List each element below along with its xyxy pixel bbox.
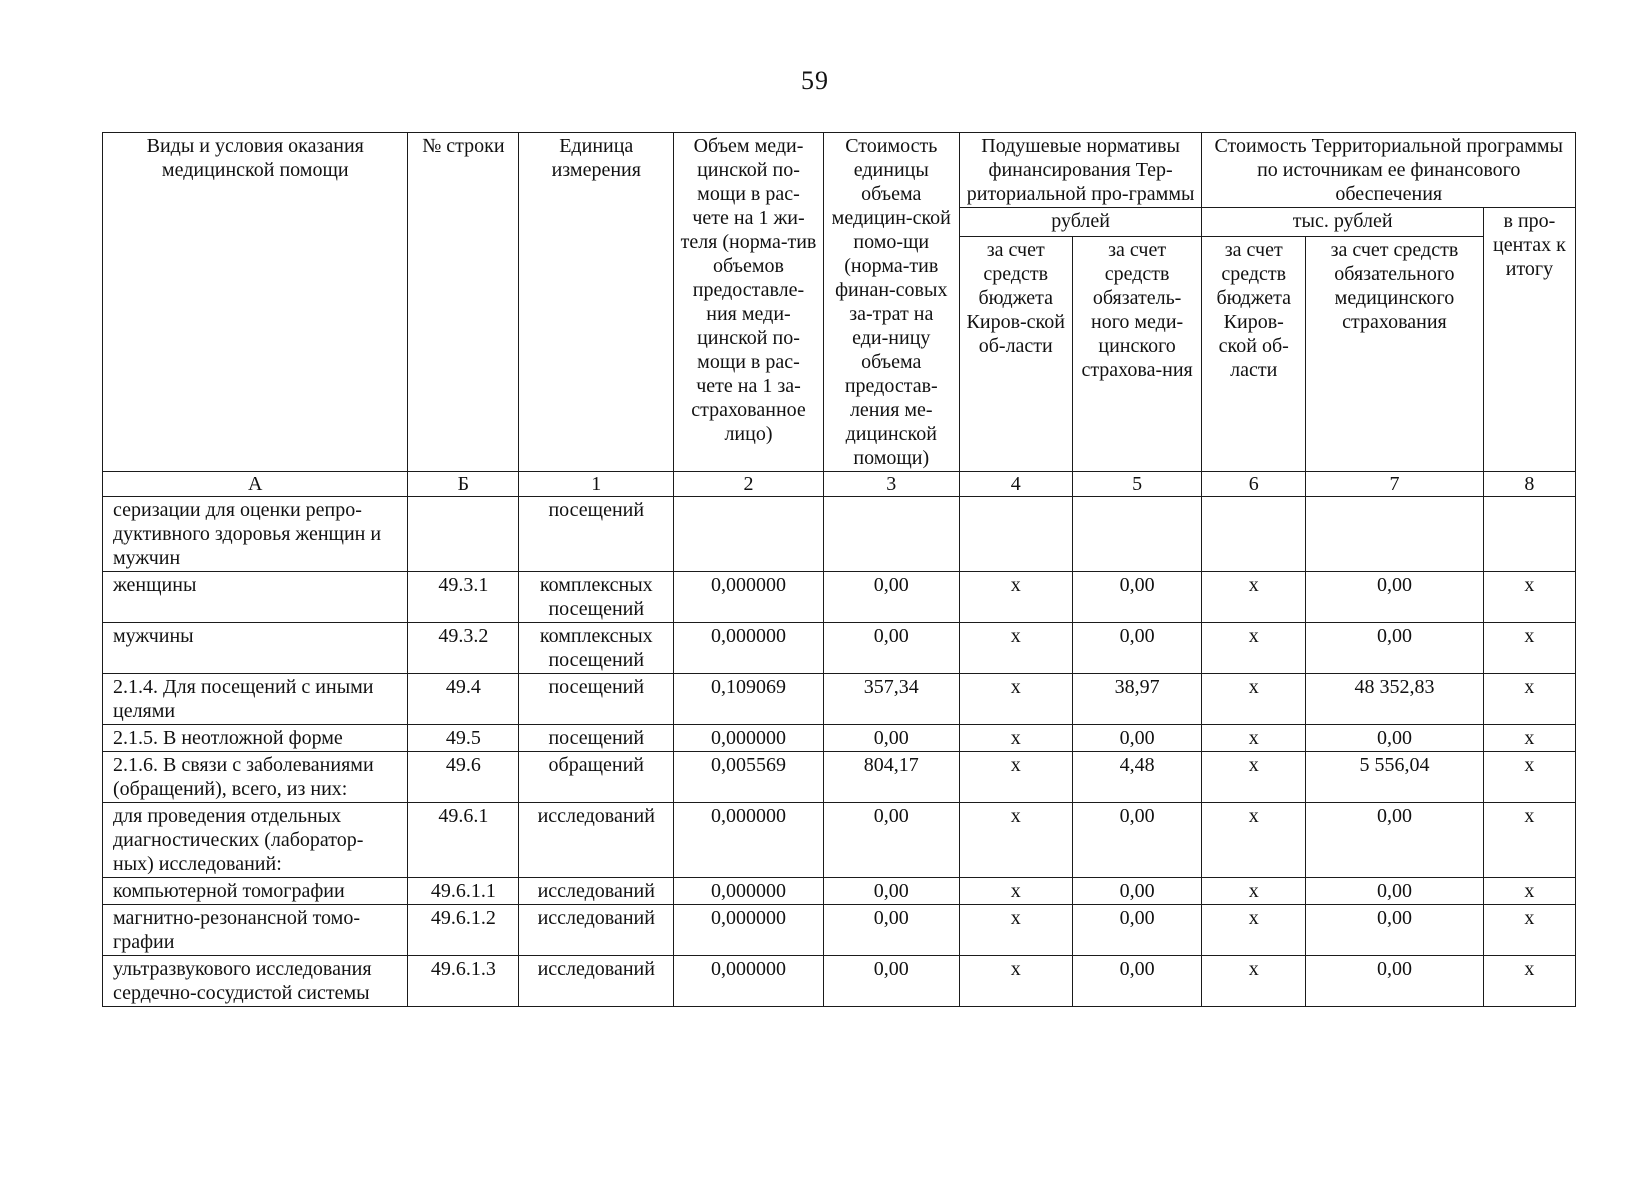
cell-volume: 0,000000 xyxy=(674,572,824,623)
cell-unit: комплексных посещений xyxy=(519,623,674,674)
column-index: 2 xyxy=(674,472,824,497)
cell-unit: посещений xyxy=(519,674,674,725)
column-index-row xyxy=(103,472,1576,497)
cell-row-no: 49.6.1.1 xyxy=(408,878,519,905)
table-header xyxy=(103,133,1576,472)
cell-budget-4 xyxy=(959,497,1072,572)
cell-volume: 0,000000 xyxy=(674,905,824,956)
cell-oms-5: 0,00 xyxy=(1072,878,1202,905)
cell-kind: 2.1.6. В связи с заболеваниями (обращений), всего, из них: xyxy=(103,752,408,803)
cell-percent: х xyxy=(1483,674,1575,725)
cell-row-no: 49.4 xyxy=(408,674,519,725)
cell-cost xyxy=(823,497,959,572)
column-index: 3 xyxy=(823,472,959,497)
page-number: 59 xyxy=(801,66,829,95)
cell-percent: х xyxy=(1483,905,1575,956)
cell-volume: 0,000000 xyxy=(674,878,824,905)
cell-row-no: 49.6.1.2 xyxy=(408,905,519,956)
financing-table-wrapper xyxy=(102,132,1576,1007)
cell-oms-7: 0,00 xyxy=(1306,725,1484,752)
header-cost: Стоимость единицы объема медицин-ской помо-щи (норма-тив финан-совых за-трат на еди-ницу объема предостав-ления ме-дицинской помощи) xyxy=(823,133,959,472)
table-row xyxy=(103,725,1576,752)
cell-percent: х xyxy=(1483,956,1575,1007)
cell-oms-5: 4,48 xyxy=(1072,752,1202,803)
column-index: 7 xyxy=(1306,472,1484,497)
cell-row-no: 49.6.1.3 xyxy=(408,956,519,1007)
cell-volume: 0,109069 xyxy=(674,674,824,725)
header-unit: Единица измерения xyxy=(519,133,674,472)
header-rubles: рублей xyxy=(959,208,1202,237)
column-index: Б xyxy=(408,472,519,497)
cell-cost: 0,00 xyxy=(823,956,959,1007)
cell-row-no: 49.5 xyxy=(408,725,519,752)
cell-oms-7: 0,00 xyxy=(1306,956,1484,1007)
cell-volume: 0,000000 xyxy=(674,803,824,878)
cell-unit: исследований xyxy=(519,905,674,956)
cell-volume: 0,000000 xyxy=(674,956,824,1007)
cell-budget-6: х xyxy=(1202,674,1306,725)
cell-budget-4: х xyxy=(959,725,1072,752)
cell-cost: 0,00 xyxy=(823,803,959,878)
table-body xyxy=(103,472,1576,1007)
cell-kind: женщины xyxy=(103,572,408,623)
table-row xyxy=(103,752,1576,803)
cell-kind: 2.1.4. Для посещений с иными целями xyxy=(103,674,408,725)
table-row xyxy=(103,572,1576,623)
cell-cost: 804,17 xyxy=(823,752,959,803)
cell-oms-5: 0,00 xyxy=(1072,956,1202,1007)
cell-unit: посещений xyxy=(519,725,674,752)
cell-unit: исследований xyxy=(519,878,674,905)
header-kind: Виды и условия оказания медицинской помощи xyxy=(103,133,408,472)
cell-budget-6: х xyxy=(1202,725,1306,752)
cell-oms-7: 5 556,04 xyxy=(1306,752,1484,803)
cell-cost: 0,00 xyxy=(823,572,959,623)
cell-kind: для проведения отдельных диагностических (лаборатор-ных) исследований: xyxy=(103,803,408,878)
cell-budget-6: х xyxy=(1202,752,1306,803)
cell-cost: 0,00 xyxy=(823,878,959,905)
cell-unit: исследований xyxy=(519,956,674,1007)
header-oms-7: за счет средств обязательного медицинского страхования xyxy=(1306,237,1484,472)
header-per-capita: Подушевые нормативы финансирования Тер-риториальной про-граммы xyxy=(959,133,1202,208)
cell-budget-6 xyxy=(1202,497,1306,572)
cell-percent: х xyxy=(1483,878,1575,905)
cell-percent: х xyxy=(1483,803,1575,878)
cell-budget-6: х xyxy=(1202,878,1306,905)
cell-budget-6: х xyxy=(1202,956,1306,1007)
cell-volume xyxy=(674,497,824,572)
header-program-cost: Стоимость Территориальной программы по источникам ее финансового обеспечения xyxy=(1202,133,1576,208)
cell-budget-4: х xyxy=(959,674,1072,725)
column-index: 4 xyxy=(959,472,1072,497)
financing-table xyxy=(102,132,1576,1007)
column-index: 8 xyxy=(1483,472,1575,497)
cell-kind: ультразвукового исследования сердечно-сосудистой системы xyxy=(103,956,408,1007)
table-row xyxy=(103,956,1576,1007)
cell-budget-4: х xyxy=(959,905,1072,956)
cell-budget-6: х xyxy=(1202,623,1306,674)
cell-cost: 0,00 xyxy=(823,905,959,956)
cell-unit: комплексных посещений xyxy=(519,572,674,623)
cell-oms-7: 0,00 xyxy=(1306,623,1484,674)
cell-kind: мужчины xyxy=(103,623,408,674)
table-row xyxy=(103,878,1576,905)
cell-budget-6: х xyxy=(1202,803,1306,878)
cell-unit: посещений xyxy=(519,497,674,572)
cell-budget-4: х xyxy=(959,956,1072,1007)
header-thousand-rubles: тыс. рублей xyxy=(1202,208,1483,237)
cell-oms-5: 0,00 xyxy=(1072,572,1202,623)
cell-oms-7: 0,00 xyxy=(1306,572,1484,623)
cell-budget-4: х xyxy=(959,803,1072,878)
cell-kind: серизации для оценки репро-дуктивного здоровья женщин и мужчин xyxy=(103,497,408,572)
cell-volume: 0,000000 xyxy=(674,623,824,674)
cell-oms-7: 48 352,83 xyxy=(1306,674,1484,725)
cell-oms-5: 0,00 xyxy=(1072,905,1202,956)
header-percent: в про-центах к итогу xyxy=(1483,208,1575,472)
cell-percent: х xyxy=(1483,572,1575,623)
cell-budget-4: х xyxy=(959,623,1072,674)
cell-budget-6: х xyxy=(1202,572,1306,623)
cell-oms-7 xyxy=(1306,497,1484,572)
cell-unit: исследований xyxy=(519,803,674,878)
cell-volume: 0,005569 xyxy=(674,752,824,803)
cell-percent xyxy=(1483,497,1575,572)
cell-budget-4: х xyxy=(959,878,1072,905)
column-index: 5 xyxy=(1072,472,1202,497)
cell-oms-7: 0,00 xyxy=(1306,905,1484,956)
cell-row-no: 49.3.2 xyxy=(408,623,519,674)
header-budget-4: за счет средств бюджета Киров-ской об-ласти xyxy=(959,237,1072,472)
cell-percent: х xyxy=(1483,623,1575,674)
cell-oms-5: 0,00 xyxy=(1072,725,1202,752)
table-row xyxy=(103,674,1576,725)
cell-budget-4: х xyxy=(959,752,1072,803)
cell-row-no: 49.6 xyxy=(408,752,519,803)
cell-oms-5 xyxy=(1072,497,1202,572)
table-row xyxy=(103,803,1576,878)
cell-oms-7: 0,00 xyxy=(1306,803,1484,878)
cell-oms-5: 38,97 xyxy=(1072,674,1202,725)
cell-row-no: 49.6.1 xyxy=(408,803,519,878)
column-index: 1 xyxy=(519,472,674,497)
cell-budget-6: х xyxy=(1202,905,1306,956)
cell-budget-4: х xyxy=(959,572,1072,623)
header-oms-5: за счет средств обязатель-ного меди-цинского страхова-ния xyxy=(1072,237,1202,472)
cell-kind: магнитно-резонансной томо-графии xyxy=(103,905,408,956)
cell-percent: х xyxy=(1483,725,1575,752)
cell-cost: 0,00 xyxy=(823,725,959,752)
column-index: А xyxy=(103,472,408,497)
table-row xyxy=(103,905,1576,956)
header-budget-6: за счет средств бюджета Киров-ской об-ласти xyxy=(1202,237,1306,472)
header-volume: Объем меди-цинской по-мощи в рас-чете на 1 жи-теля (норма-тив объемов предоставле-ния меди-цинской по-мощи в рас-чете на 1 за-страхованное лицо) xyxy=(674,133,824,472)
cell-oms-5: 0,00 xyxy=(1072,803,1202,878)
column-index: 6 xyxy=(1202,472,1306,497)
table-row xyxy=(103,623,1576,674)
cell-row-no: 49.3.1 xyxy=(408,572,519,623)
cell-volume: 0,000000 xyxy=(674,725,824,752)
cell-cost: 0,00 xyxy=(823,623,959,674)
table-row xyxy=(103,497,1576,572)
cell-percent: х xyxy=(1483,752,1575,803)
cell-oms-5: 0,00 xyxy=(1072,623,1202,674)
cell-kind: компьютерной томографии xyxy=(103,878,408,905)
cell-kind: 2.1.5. В неотложной форме xyxy=(103,725,408,752)
header-row-no: № строки xyxy=(408,133,519,472)
cell-oms-7: 0,00 xyxy=(1306,878,1484,905)
cell-cost: 357,34 xyxy=(823,674,959,725)
cell-unit: обращений xyxy=(519,752,674,803)
cell-row-no xyxy=(408,497,519,572)
